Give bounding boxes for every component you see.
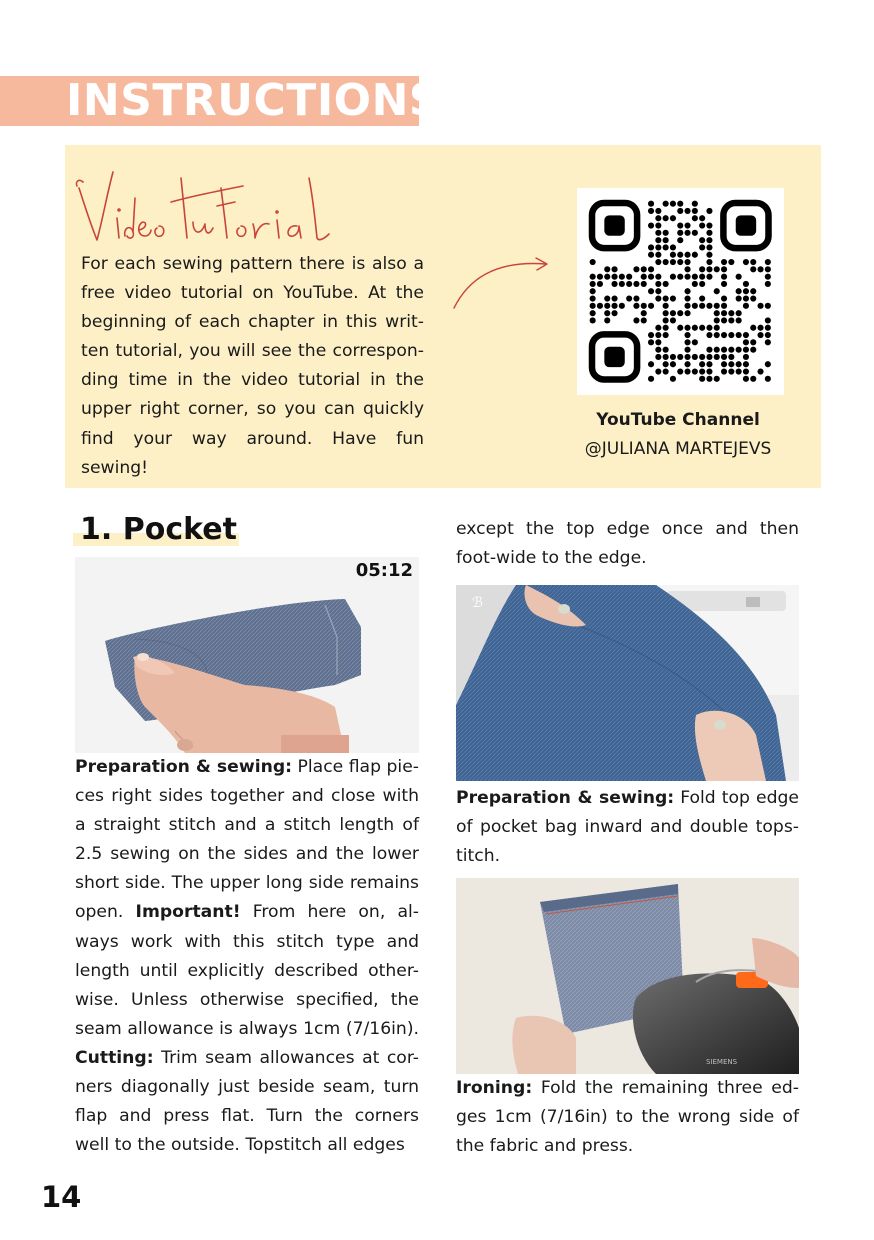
video-timestamp: 05:12 xyxy=(355,560,413,581)
pocket-instructions-left xyxy=(75,753,419,1160)
bold-label: Ironing: xyxy=(456,1078,533,1098)
svg-text:SIEMENS: SIEMENS xyxy=(706,1058,738,1066)
photo-ironing xyxy=(456,878,799,1074)
bold-label: Preparation & sewing: xyxy=(75,757,292,777)
youtube-channel-label: YouTube Channel xyxy=(596,410,760,430)
video-tutorial-script-title xyxy=(73,158,333,248)
photo-flap-piece xyxy=(75,557,419,753)
qr-code-icon xyxy=(577,188,784,395)
qr-code[interactable] xyxy=(577,188,784,395)
bold-label: Important! xyxy=(135,902,241,923)
curved-arrow-icon xyxy=(450,252,554,312)
pocket-instructions-fold xyxy=(456,784,799,871)
pocket-instructions-ironing xyxy=(456,1074,799,1161)
pocket-instructions-continued: except the top edge once and then foot-wide to the edge. xyxy=(456,519,799,569)
bold-label: Cutting: xyxy=(75,1047,154,1068)
body-text: Fold the remaining three ed-ges 1cm (7/16in) to the wrong side of the fabric and press. xyxy=(456,1078,799,1157)
bold-label: Preparation & sewing: xyxy=(456,788,675,808)
body-text: Fold top edge of pocket bag inward and double tops-titch. xyxy=(456,788,800,867)
body-text: From here on, al-ways work with this stitch type and length until explicitly described other-wise. Unless otherwise specified, the seam allowance is always 1cm (7/16in). xyxy=(75,902,419,1039)
page-title: INSTRUCTIONS xyxy=(66,75,442,126)
youtube-channel-handle[interactable]: @JULIANA MARTEJEVS xyxy=(584,439,772,459)
svg-text:ℬ: ℬ xyxy=(472,595,484,611)
page-number: 14 xyxy=(41,1180,82,1214)
video-tutorial-text: For each sewing pattern there is also a free video tutorial on YouTube. At the beginning of each chapter in this writ-ten tutorial, you will see the correspon-ding time in the video tutorial in the upper right corner, so you can quickly find your way around. Have fun sewing! xyxy=(81,254,424,478)
section-title: 1. Pocket xyxy=(80,512,237,547)
body-text: Place flap pie-ces right sides together and close with a straight stitch and a stitch length of 2.5 sewing on the sides and the lower short side. The upper long side remains open. xyxy=(75,757,419,923)
body-text: Trim seam allowances at cor-ners diagonally just beside seam, turn flap and press flat. Turn the corners well to the outside. Topstitch all edges xyxy=(75,1047,419,1156)
photo-fold-top-edge xyxy=(456,585,799,781)
